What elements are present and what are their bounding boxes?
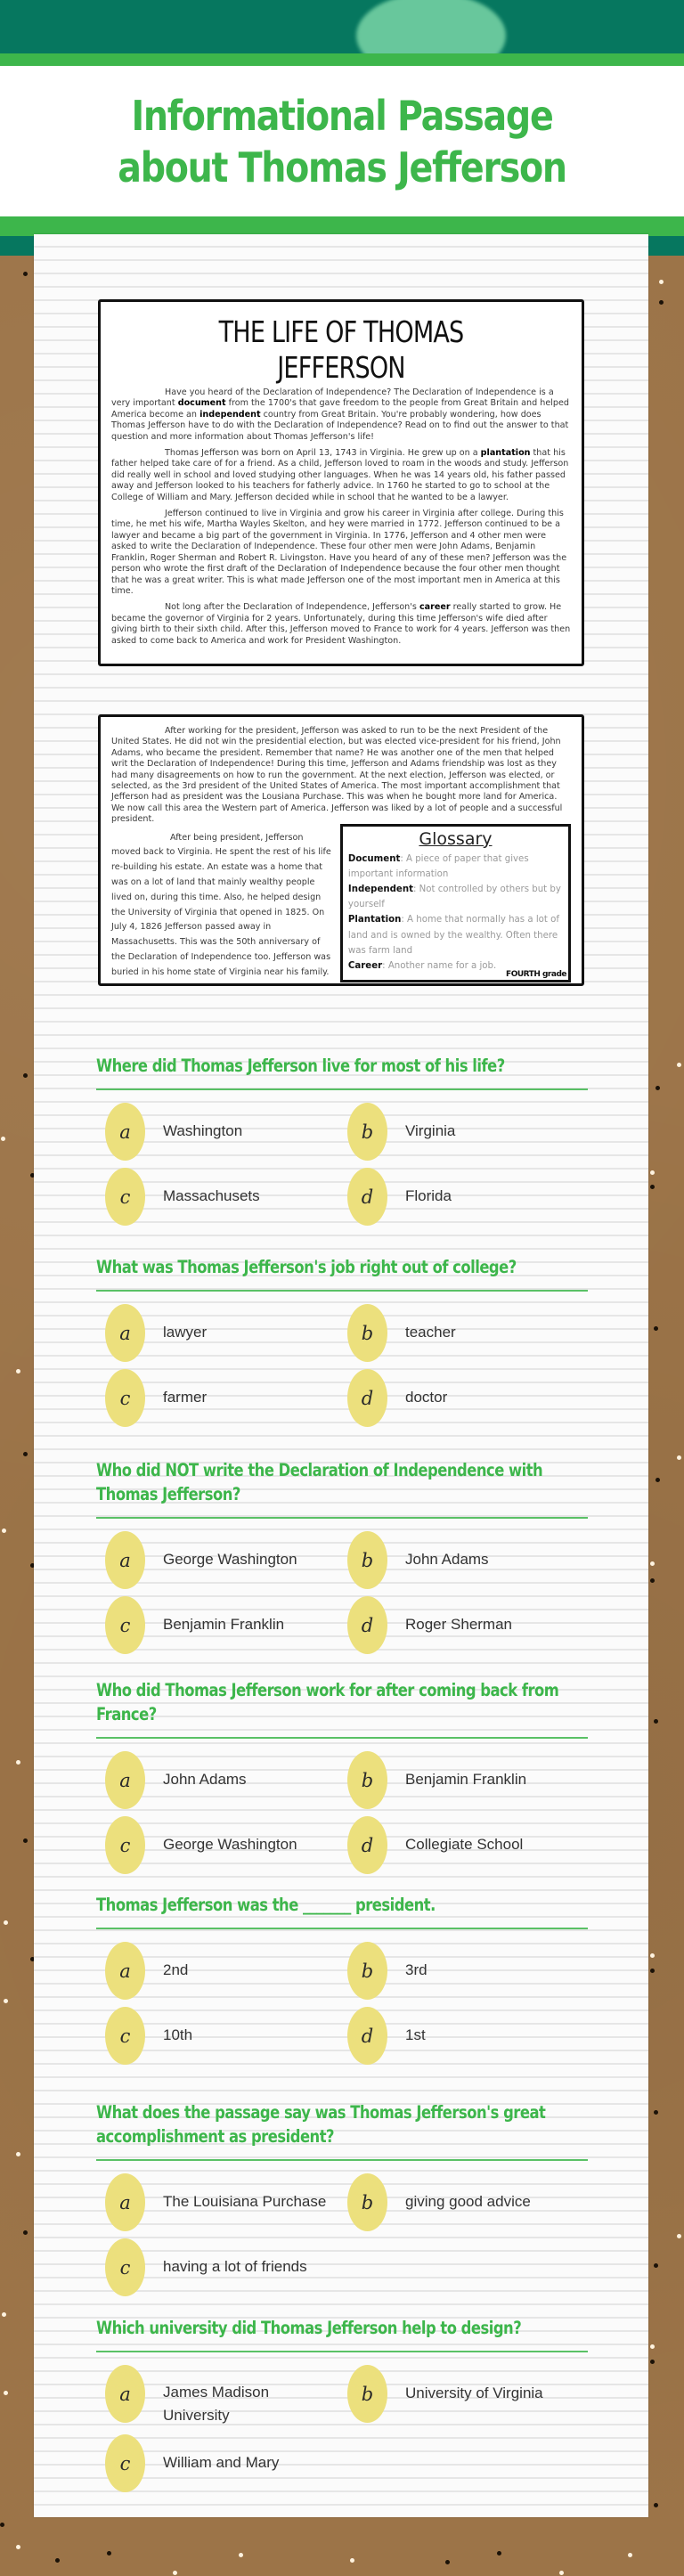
answer-option-b[interactable]	[347, 1751, 590, 1809]
dot	[650, 2344, 655, 2349]
dot	[16, 2152, 20, 2156]
header-stripe	[0, 53, 684, 66]
passage-paragraph	[111, 831, 331, 982]
quiz-question	[96, 2316, 588, 2492]
dot	[656, 1478, 660, 1482]
passage-lower-section	[111, 828, 571, 982]
option-letter-badge[interactable]: a	[105, 1103, 145, 1161]
answer-options	[96, 2173, 588, 2296]
option-label: University of Virginia	[405, 2384, 543, 2401]
glossary-definition: A home that normally has a lot of land and is owned by the wealthy. Often there was farm land	[347, 915, 559, 956]
dot	[659, 280, 664, 284]
option-letter-badge[interactable]: d	[347, 1369, 387, 1427]
option-label: John Adams	[405, 1551, 489, 1568]
passage-page-1	[98, 299, 584, 666]
dot	[4, 2391, 8, 2395]
dot	[659, 300, 664, 305]
question-prompt: What was Thomas Jefferson's job right out of college?	[96, 1257, 517, 1277]
question-prompt: What does the passage say was Thomas Jefferson's great accomplishment as president?	[96, 2102, 546, 2147]
option-label: The Louisiana Purchase	[163, 2193, 327, 2210]
glossary-entry: Plantation: A home that normally has a lot of land and is owned by the wealthy. Often there was farm land	[347, 915, 559, 956]
passage-title: THE LIFE OF THOMAS JEFFERSON	[218, 314, 464, 385]
dot	[654, 2110, 658, 2115]
option-letter-badge[interactable]: b	[347, 1751, 387, 1809]
option-label: William and Mary	[163, 2454, 280, 2471]
question-divider	[96, 1928, 588, 1929]
answer-option-b[interactable]	[347, 2173, 590, 2231]
dot	[559, 2571, 564, 2575]
option-letter-badge[interactable]: c	[105, 1816, 145, 1874]
dot	[107, 2551, 111, 2556]
dot	[23, 1838, 28, 1843]
option-letter-badge[interactable]: b	[347, 2365, 387, 2423]
answer-option-b[interactable]	[347, 1942, 590, 2000]
option-letter-badge[interactable]: b	[347, 2173, 387, 2231]
answer-option-a[interactable]	[105, 1751, 347, 1809]
answer-options	[96, 1103, 588, 1226]
passage-paragraph: Not long after the Declaration of Independence, Jefferson's career really started to grow. He became the governor of Virginia for 2 years. Unfortunately, during this time Jefferson's wife died after giving birth to their sixth child. After this, Jefferson moved to France to work for 4 years. Jefferson was then asked to come back to America and work for President Washington.	[111, 602, 571, 646]
dot	[650, 1561, 655, 1566]
option-letter-badge[interactable]: a	[105, 2365, 145, 2423]
dot	[650, 1185, 655, 1189]
glossary-definition: A piece of paper that gives important information	[347, 853, 529, 879]
dot	[497, 2551, 501, 2556]
option-letter-badge[interactable]: b	[347, 1304, 387, 1362]
answer-option-b[interactable]	[347, 1304, 590, 1362]
option-label: James Madison University	[163, 2384, 270, 2424]
option-letter-badge[interactable]: a	[105, 1531, 145, 1589]
passage-paragraph: Have you heard of the Declaration of Independence? The Declaration of Independence is a very important document from the 1700's that gave freedom to the people from Great Britain and helped America become an independent country from Great Britain. You're probably wondering, how does Thomas Jefferson have to do with the Declaration of Independence? Read on to find out the answer to that question and more information about Thomas Jefferson's life!	[111, 387, 569, 442]
answer-option-a[interactable]	[105, 1304, 347, 1362]
dot	[445, 2560, 450, 2564]
option-letter-badge[interactable]: c	[105, 1369, 145, 1427]
question-divider	[96, 1517, 588, 1519]
glossary-title: Glossary	[419, 828, 493, 849]
question-divider	[96, 1737, 588, 1739]
option-label: George Washington	[163, 1551, 297, 1568]
dot	[677, 2234, 681, 2238]
page-title: Informational Passage about Thomas Jefferson	[118, 92, 566, 192]
question-prompt: Who did NOT write the Declaration of Independence with Thomas Jefferson?	[96, 1460, 543, 1504]
option-letter-badge[interactable]: a	[105, 1304, 145, 1362]
answer-options	[96, 1751, 588, 1874]
dot	[654, 1719, 658, 1724]
option-label: farmer	[163, 1389, 208, 1406]
option-label: teacher	[405, 1324, 456, 1341]
glossary-term: Plantation	[347, 915, 402, 925]
answer-option-a[interactable]	[105, 2365, 347, 2427]
dot	[654, 2263, 658, 2268]
question-divider	[96, 1290, 588, 1292]
answer-options	[96, 2365, 588, 2492]
option-letter-badge[interactable]: d	[347, 1168, 387, 1226]
answer-option-d[interactable]	[347, 1596, 590, 1654]
answer-option-a[interactable]	[105, 1531, 347, 1589]
option-label: Florida	[405, 1187, 452, 1204]
dot	[654, 1326, 658, 1331]
fourth-grade-logo: FOURTH grade	[506, 969, 566, 979]
dot	[4, 1999, 8, 2003]
option-letter-badge[interactable]: d	[347, 1596, 387, 1654]
answer-option-d[interactable]	[347, 2007, 590, 2065]
dot	[650, 1578, 655, 1583]
dot	[350, 2558, 354, 2563]
option-label: Roger Sherman	[405, 1616, 513, 1633]
option-letter-badge[interactable]: b	[347, 1103, 387, 1161]
answer-option-c[interactable]	[105, 1369, 347, 1427]
option-letter-badge[interactable]: b	[347, 1531, 387, 1589]
dot	[16, 1760, 20, 1765]
dot	[650, 1953, 655, 1958]
dot	[23, 272, 28, 276]
answer-option-c[interactable]	[105, 2238, 347, 2296]
quiz-question	[96, 1054, 588, 1226]
question-divider	[96, 2351, 588, 2352]
dot	[650, 2360, 655, 2364]
option-label: 2nd	[163, 1961, 189, 1978]
quiz-question	[96, 1893, 588, 2065]
option-letter-badge[interactable]: d	[347, 1816, 387, 1874]
answer-option-a[interactable]	[105, 1942, 347, 2000]
dot	[55, 2558, 60, 2563]
option-label: Benjamin Franklin	[405, 1771, 527, 1788]
glossary-entry: Career: Another name for a job.	[347, 961, 497, 972]
option-label: Washington	[163, 1122, 243, 1139]
dot	[656, 1086, 660, 1090]
option-letter-badge[interactable]: c	[105, 2007, 145, 2065]
option-letter-badge[interactable]: a	[105, 1751, 145, 1809]
answer-option-a[interactable]	[105, 2173, 347, 2231]
dot	[650, 1170, 655, 1175]
dot	[239, 2553, 243, 2557]
answer-option-d[interactable]	[347, 1168, 590, 1226]
option-letter-badge[interactable]: c	[105, 1596, 145, 1654]
passage-paragraph: After working for the president, Jefferson was asked to run to be the next President of the United States. He did not win the presidential election, but was elected vice-president for his friend, John Adams, who became the president. Remember that name? He was another one of the men that helped writ the Declaration of Independence! During this time, Jefferson and Adams friendship was lost as they had many disagreements on how to run the government. At the next election, Jefferson was elected, or selected, as the 3rd president of the United States of America. The most important accomplishment that Jefferson had as president was the Lousiana Purchase. This was when he bought more land for America. We now call this area the Western part of America. Jefferson was liked by a lot of people and a successful president.	[111, 726, 563, 825]
answer-options	[96, 1531, 588, 1654]
answer-option-b[interactable]	[347, 1103, 590, 1161]
answer-option-d[interactable]	[347, 1369, 590, 1427]
dot	[16, 2545, 20, 2549]
glossary-term: Career	[347, 961, 383, 972]
question-prompt: Which university did Thomas Jefferson help to design?	[96, 2318, 522, 2338]
question-prompt: Who did Thomas Jefferson work for after coming back from France?	[96, 1680, 559, 1724]
option-label: John Adams	[163, 1771, 247, 1788]
quiz-question	[96, 2100, 588, 2296]
option-letter-badge[interactable]: c	[105, 1168, 145, 1226]
quiz-question	[96, 1255, 588, 1427]
answer-option-c[interactable]	[105, 1816, 347, 1874]
option-letter-badge[interactable]: c	[105, 2434, 145, 2492]
option-letter-badge[interactable]: c	[105, 2238, 145, 2296]
passage-paragraph: Jefferson continued to live in Virginia and grow his career in Virginia after college. During this time, he met his wife, Martha Wayles Skelton, and hey were married in 1772. Jefferson continued to be a lawyer and became a big part of the government in Virginia. In 1776, Jefferson and 4 other men were asked to write the Declaration of Independence. These four other men were John Adams, Benjamin Franklin, Roger Sherman and Robert R. Livingston. Have you heard of any of these men? Jefferson was the person who wrote the first draft of the Declaration of Independence because the four other men thought that he was a great writer. This is what made Jefferson one of the most important men in America at this time.	[111, 509, 567, 596]
answer-options	[96, 1304, 588, 1427]
header-stripe-bottom	[0, 216, 684, 236]
option-letter-badge[interactable]: d	[347, 2007, 387, 2065]
answer-option-a[interactable]	[105, 1103, 347, 1161]
dot	[23, 2230, 28, 2235]
dot	[628, 2553, 632, 2557]
dot	[650, 1969, 655, 1973]
dot	[173, 2571, 177, 2575]
option-letter-badge[interactable]: a	[105, 2173, 145, 2231]
option-label: Virginia	[405, 1122, 456, 1139]
dot	[16, 1369, 20, 1374]
option-letter-badge[interactable]: b	[347, 1942, 387, 2000]
passage-paragraph: Thomas Jefferson was born on April 13, 1743 in Virginia. He grew up on a plantation that his father helped take care of for a friend. As a child, Jefferson loved to roam in the woods and study. Jefferson did really well in school and loved studying other languages. When he was 14 years old, his father passed away and Jefferson looked to his teachers for fatherly advice. In 1760 he started to go to school at the College of William and Mary. Jefferson decided while in school that he wanted to be a lawyer.	[111, 448, 569, 502]
answer-option-d[interactable]	[347, 1816, 590, 1874]
quiz-question	[96, 1678, 588, 1874]
option-label: lawyer	[163, 1324, 208, 1341]
answer-option-b[interactable]	[347, 2365, 590, 2427]
option-letter-badge[interactable]: a	[105, 1942, 145, 2000]
option-label: 1st	[405, 2026, 426, 2043]
question-divider	[96, 1088, 588, 1090]
title-area	[0, 66, 684, 217]
dot	[1, 1137, 5, 1141]
glossary-term: Document	[347, 853, 401, 864]
option-label: Massachusets	[163, 1187, 260, 1204]
question-prompt: Where did Thomas Jefferson live for most of his life?	[96, 1056, 505, 1076]
passage-page-2	[98, 714, 584, 986]
dot	[677, 1455, 681, 1460]
glossary-definition: Not controlled by others but by yourself	[347, 884, 561, 910]
passage-paragraph-text: After being president, Jefferson moved back to Virginia. He spent the rest of his life re-building his estate. An estate was a home that was on a lot of land that mainly wealthy people lived on, during this time. Also, he helped design the University of Virginia that opened in 1825. On July 4, 1826 Jefferson passed away in Massachusetts. This was the 50th anniversary of the Declaration of Independence too. Jefferson was buried in his home state of Virginia near his family.	[111, 832, 331, 977]
option-label: Collegiate School	[405, 1836, 524, 1853]
option-label: doctor	[405, 1389, 448, 1406]
answer-options	[96, 1942, 588, 2065]
dot	[4, 1920, 8, 1925]
glossary-entry: Document: A piece of paper that gives important information	[347, 853, 529, 879]
dot	[677, 1063, 681, 1067]
answer-option-c[interactable]	[105, 1168, 347, 1226]
glossary-definition: Another name for a job.	[387, 961, 497, 972]
dot	[654, 2503, 658, 2507]
answer-option-c[interactable]	[105, 2007, 347, 2065]
glossary-box	[340, 824, 571, 982]
option-label: Benjamin Franklin	[163, 1616, 285, 1633]
answer-option-b[interactable]	[347, 1531, 590, 1589]
option-label: having a lot of friends	[163, 2258, 307, 2275]
glossary-term: Independent	[347, 884, 413, 895]
option-label: 3rd	[405, 1961, 428, 1978]
option-label: 10th	[163, 2026, 193, 2043]
dot	[0, 2523, 4, 2527]
question-prompt: Thomas Jefferson was the _______ president.	[96, 1895, 436, 1915]
dot	[2, 1528, 6, 1533]
answer-option-c[interactable]	[105, 1596, 347, 1654]
option-label: George Washington	[163, 1836, 297, 1853]
glossary-entry: Independent: Not controlled by others but by yourself	[347, 884, 561, 910]
dot	[23, 1073, 28, 1078]
question-divider	[96, 2159, 588, 2161]
dot	[23, 1452, 28, 1456]
dot	[2, 2312, 6, 2317]
answer-option-c[interactable]	[105, 2434, 347, 2492]
option-label: giving good advice	[405, 2193, 531, 2210]
quiz-question	[96, 1458, 588, 1654]
